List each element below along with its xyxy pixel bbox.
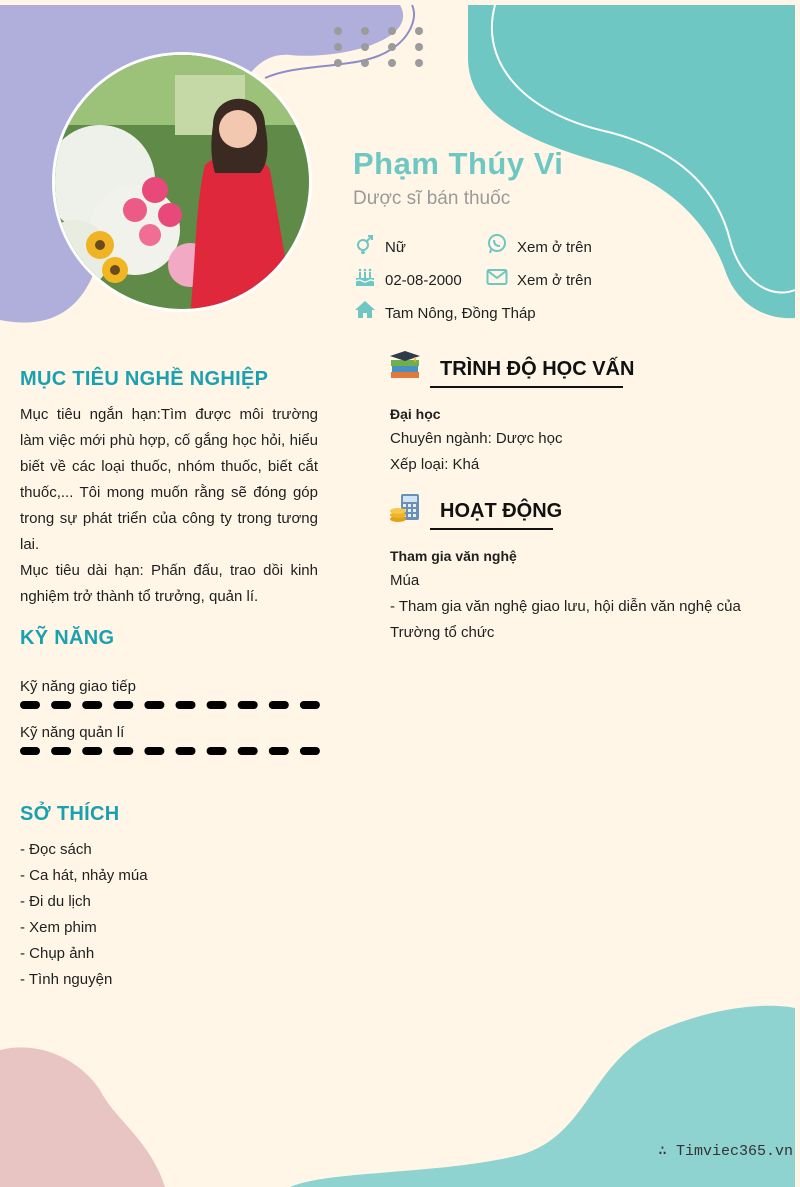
hobby-item: - Đi du lịch [20, 893, 91, 910]
skill-name-2: Kỹ năng quản lí [20, 724, 125, 741]
skill-level-segment [82, 701, 102, 709]
career-goal-text [20, 402, 318, 610]
gender-icon [354, 233, 376, 255]
hobby-item: - Ca hát, nhảy múa [20, 867, 148, 884]
long-term-goal: Mục tiêu dài hạn: Phấn đấu, trao dồi kinh nghiệm trở thành tổ trưởng, quản lí. [20, 562, 318, 605]
education-title: TRÌNH ĐỘ HỌC VẤN [440, 358, 635, 380]
skill-level-segment [144, 747, 164, 755]
short-term-goal: Mục tiêu ngắn hạn:Tìm được môi trường làm việc mới phù hợp, cố gắng học hỏi, hiểu biết về các loại thuốc, nhóm thuốc, biết cắt thuốc,... Tôi mong muốn rằng sẽ đóng góp trong sự phát triển của công ty trong tương lai. [20, 406, 318, 553]
birthdate-value: 02-08-2000 [385, 272, 462, 289]
phone-value: Xem ở trên [517, 239, 592, 256]
hobby-item: - Xem phim [20, 919, 97, 936]
hobby-item: - Tình nguyện [20, 971, 113, 988]
cake-icon [354, 266, 376, 288]
skill-level-segment [269, 701, 289, 709]
skill-level-segment [113, 701, 133, 709]
pink-blob [0, 1047, 165, 1187]
education-grade: Xếp loại: Khá [390, 456, 480, 473]
skill-level-segment [300, 701, 320, 709]
skill-level-segment [113, 747, 133, 755]
activities-underline [430, 528, 553, 530]
email-value: Xem ở trên [517, 272, 592, 289]
skill-level-segment [20, 701, 40, 709]
activity-desc-line-1: - Tham gia văn nghệ giao lưu, hội diễn văn nghệ của [390, 598, 741, 615]
skill-level-bar-2 [20, 745, 322, 757]
skill-level-segment [51, 701, 71, 709]
activities-title: HOẠT ĐỘNG [440, 500, 563, 522]
activity-name: Tham gia văn nghệ [390, 548, 517, 564]
skill-level-segment [82, 747, 102, 755]
skill-level-segment [238, 747, 258, 755]
gender-value: Nữ [385, 239, 406, 256]
address-value: Tam Nông, Đồng Tháp [385, 305, 536, 322]
activity-desc-line-2: Trường tổ chức [390, 624, 495, 641]
education-major: Chuyên ngành: Dược học [390, 430, 563, 447]
skill-level-segment [207, 747, 227, 755]
home-icon [354, 299, 376, 321]
profile-photo [52, 52, 312, 312]
calculator-coins-icon [389, 492, 421, 524]
skill-level-segment [176, 747, 196, 755]
person-name: Phạm Thúy Vi [353, 146, 564, 181]
career-goal-title: MỤC TIÊU NGHỀ NGHIỆP [20, 368, 269, 390]
skill-level-segment [269, 747, 289, 755]
skill-level-segment [207, 701, 227, 709]
skill-level-segment [238, 701, 258, 709]
graduation-books-icon [389, 350, 421, 382]
skill-level-segment [51, 747, 71, 755]
hobby-item: - Đọc sách [20, 841, 92, 858]
skill-level-segment [176, 701, 196, 709]
brand-watermark: ∴ Timviec365.vn [658, 1143, 794, 1160]
skill-level-bar-1 [20, 699, 322, 711]
skill-level-segment [144, 701, 164, 709]
whatsapp-icon [486, 233, 508, 255]
education-level: Đại học [390, 406, 441, 422]
profile-photo-image [55, 55, 312, 312]
hobby-item: - Chụp ảnh [20, 945, 95, 962]
mail-icon [486, 266, 508, 288]
job-title: Dược sĩ bán thuốc [353, 188, 511, 209]
skill-level-segment [300, 747, 320, 755]
skills-title: KỸ NĂNG [20, 627, 115, 649]
hobbies-title: SỞ THÍCH [20, 803, 120, 825]
education-underline [430, 386, 623, 388]
skill-level-segment [20, 747, 40, 755]
skill-name-1: Kỹ năng giao tiếp [20, 678, 136, 695]
activity-role: Múa [390, 572, 420, 589]
